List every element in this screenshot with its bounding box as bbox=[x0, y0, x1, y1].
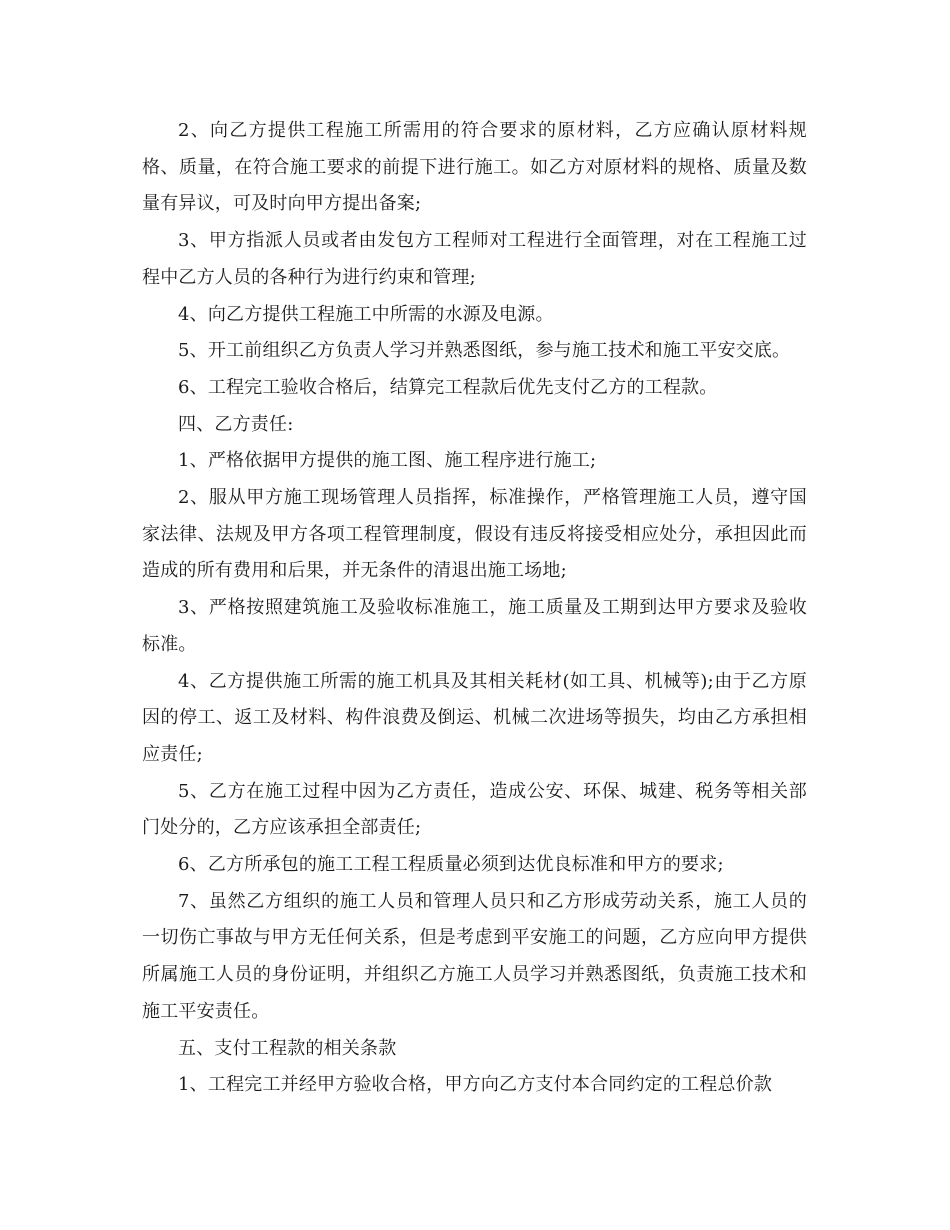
clause-paragraph: 2、服从甲方施工现场管理人员指挥，标准操作，严格管理施工人员，遵守国家法律、法规及甲方各项工程管理制度，假设有违反将接受相应处分，承担因此而造成的所有费用和后果，并无条件的清退出施工场地; bbox=[142, 487, 807, 582]
section-heading: 四、乙方责任: bbox=[178, 413, 294, 435]
document-body bbox=[142, 113, 807, 1104]
clause-paragraph: 5、开工前组织乙方负责人学习并熟悉图纸，参与施工技术和施工平安交底。 bbox=[178, 340, 791, 362]
section-heading: 五、支付工程款的相关条款 bbox=[178, 1037, 397, 1059]
clause-paragraph: 2、向乙方提供工程施工所需用的符合要求的原材料，乙方应确认原材料规格、质量，在符合施工要求的前提下进行施工。如乙方对原材料的规格、质量及数量有异议，可及时向甲方提出备案; bbox=[142, 120, 807, 215]
clause-paragraph: 7、虽然乙方组织的施工人员和管理人员只和乙方形成劳动关系，施工人员的一切伤亡事故与甲方无任何关系，但是考虑到平安施工的问题，乙方应向甲方提供所属施工人员的身份证明，并组织乙方施工人员学习并熟悉图纸，负责施工技术和施工平安责任。 bbox=[142, 890, 807, 1022]
clause-paragraph: 1、工程完工并经甲方验收合格，甲方向乙方支付本合同约定的工程总价款 bbox=[178, 1074, 773, 1096]
clause-paragraph: 3、严格按照建筑施工及验收标准施工，施工质量及工期到达甲方要求及验收标准。 bbox=[142, 597, 807, 655]
clause-paragraph: 5、乙方在施工过程中因为乙方责任，造成公安、环保、城建、税务等相关部门处分的，乙方应该承担全部责任; bbox=[142, 780, 807, 839]
clause-paragraph: 3、甲方指派人员或者由发包方工程师对工程进行全面管理，对在工程施工过程中乙方人员的各种行为进行约束和管理; bbox=[142, 230, 807, 288]
clause-paragraph: 4、乙方提供施工所需的施工机具及其相关耗材(如工具、机械等);由于乙方原因的停工、返工及材料、构件浪费及倒运、机械二次进场等损失，均由乙方承担相应责任; bbox=[142, 670, 807, 765]
clause-paragraph: 6、工程完工验收合格后，结算完工程款后优先支付乙方的工程款。 bbox=[178, 376, 718, 398]
clause-paragraph: 1、严格依据甲方提供的施工图、施工程序进行施工; bbox=[178, 450, 597, 472]
clause-paragraph: 6、乙方所承包的施工工程工程质量必须到达优良标准和甲方的要求; bbox=[178, 854, 724, 876]
clause-paragraph: 4、向乙方提供工程施工中所需的水源及电源。 bbox=[178, 303, 554, 325]
